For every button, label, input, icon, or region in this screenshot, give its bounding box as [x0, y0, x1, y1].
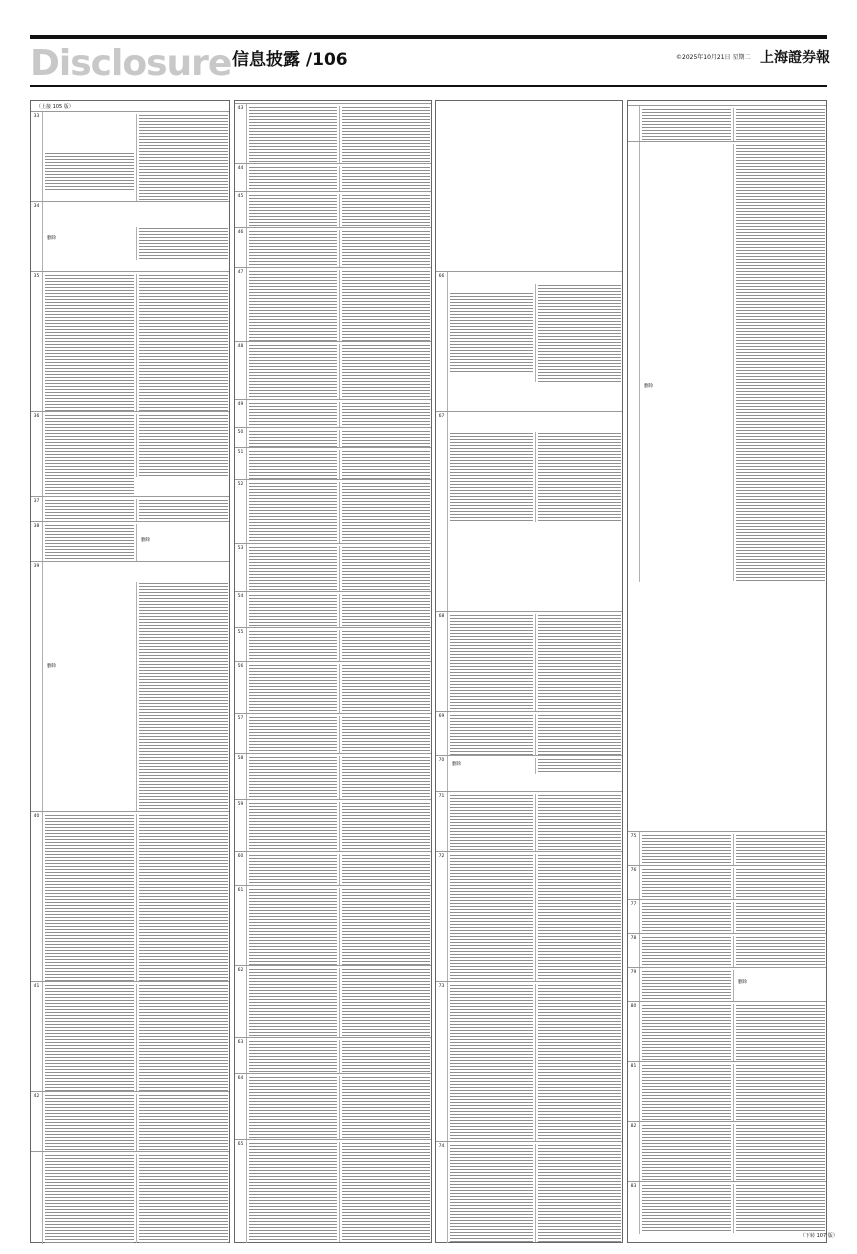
table-row [31, 811, 229, 982]
original-text [43, 984, 136, 1091]
row-number: 43 [235, 104, 247, 164]
original-text [43, 499, 136, 521]
row-number: 41 [31, 982, 43, 1092]
revised-text [535, 984, 622, 1141]
row-number: 61 [235, 886, 247, 966]
article-panel-1 [30, 100, 230, 1243]
original-text [43, 524, 136, 561]
original-text [247, 802, 339, 851]
table-row [235, 103, 431, 164]
revised-text [136, 582, 229, 811]
table-row [628, 1061, 826, 1122]
revised-text [136, 984, 229, 1091]
original-text [640, 144, 733, 581]
revised-text [339, 402, 431, 427]
deleted-label: 删除 [47, 664, 56, 669]
table-row [31, 271, 229, 412]
revised-text [733, 868, 826, 899]
deleted-label: 删除 [141, 538, 150, 543]
row-number [628, 142, 640, 582]
row-number: 35 [31, 272, 43, 412]
continued-on-label: （下转 107 版） [800, 1233, 838, 1239]
row-number: 51 [235, 448, 247, 480]
table-row [235, 885, 431, 966]
row-number: 76 [628, 866, 640, 900]
revised-text [339, 166, 431, 191]
row-number: 70 [436, 756, 448, 792]
table-row [628, 1181, 826, 1234]
revised-text [136, 227, 229, 260]
revised-text [136, 1154, 229, 1243]
table-row [235, 1139, 431, 1243]
deleted-label: 删除 [644, 384, 653, 389]
original-text [640, 1064, 733, 1121]
revised-text [339, 802, 431, 851]
original-text [247, 716, 339, 753]
revised-text [136, 499, 229, 521]
table-row [235, 341, 431, 400]
original-text [247, 630, 339, 661]
original-text [448, 1144, 535, 1242]
table-row [235, 591, 431, 628]
brand-wordmark: Disclosure [30, 43, 232, 84]
table-row [436, 711, 622, 756]
row-number: 72 [436, 852, 448, 982]
original-text [448, 758, 535, 791]
table-row [31, 411, 229, 497]
revised-text [535, 794, 622, 851]
original-text [640, 108, 733, 141]
revised-text [733, 1004, 826, 1061]
table-row [628, 141, 826, 582]
revised-text [535, 714, 622, 755]
original-text [640, 868, 733, 899]
row-number [31, 1152, 43, 1244]
deleted-label: 删除 [452, 762, 461, 767]
table-row [31, 981, 229, 1092]
revised-text [535, 1144, 622, 1242]
row-number: 38 [31, 522, 43, 562]
row-number: 74 [436, 1142, 448, 1243]
revised-text [339, 546, 431, 591]
row-number: 34 [31, 202, 43, 272]
header-underline [30, 85, 827, 87]
table-row [628, 865, 826, 900]
original-text [43, 814, 136, 981]
revised-text [339, 968, 431, 1037]
top-rule [30, 35, 827, 39]
revised-text [136, 524, 229, 561]
original-text [247, 888, 339, 965]
original-text [247, 482, 339, 543]
original-text [247, 450, 339, 479]
row-number: 60 [235, 852, 247, 886]
original-text [448, 854, 535, 981]
row-number: 56 [235, 662, 247, 714]
table-row [235, 427, 431, 448]
row-number: 83 [628, 1182, 640, 1234]
original-text [247, 1040, 339, 1073]
table-row [31, 201, 229, 272]
revised-text [535, 432, 622, 522]
table-row [235, 399, 431, 428]
table-row [628, 831, 826, 866]
original-text [448, 794, 535, 851]
original-text [640, 936, 733, 967]
revised-text [339, 270, 431, 341]
table-row [235, 627, 431, 662]
revised-text [136, 114, 229, 201]
revised-text [339, 630, 431, 661]
revised-text [339, 430, 431, 447]
deleted-label: 删除 [738, 980, 747, 985]
revised-text [733, 1184, 826, 1233]
revised-text [339, 716, 431, 753]
table-row [31, 111, 229, 202]
table-row [235, 191, 431, 228]
row-number: 65 [235, 1140, 247, 1243]
dateline: ©2025年10月21日 星期二 [676, 54, 751, 61]
row-number: 42 [31, 1092, 43, 1152]
row-number: 52 [235, 480, 247, 544]
row-number: 53 [235, 544, 247, 592]
original-text [448, 984, 535, 1141]
revised-text [535, 758, 622, 774]
original-text [247, 756, 339, 799]
table-row [31, 496, 229, 522]
revised-text [339, 756, 431, 799]
row-number: 79 [628, 968, 640, 1002]
table-row [235, 661, 431, 714]
original-text [247, 344, 339, 399]
row-number: 64 [235, 1074, 247, 1140]
table-row [628, 105, 826, 142]
revised-text [339, 450, 431, 479]
row-number: 80 [628, 1002, 640, 1062]
table-row [235, 267, 431, 342]
revised-text [339, 854, 431, 885]
row-number: 33 [31, 112, 43, 202]
table-row [235, 447, 431, 480]
deleted-label: 删除 [47, 236, 56, 241]
revised-text [136, 814, 229, 981]
original-text [640, 902, 733, 933]
original-text [247, 106, 339, 163]
original-text [448, 714, 535, 755]
original-text [43, 414, 136, 496]
revised-text [339, 1142, 431, 1242]
original-text [247, 854, 339, 885]
table-row [436, 791, 622, 852]
table-row [235, 163, 431, 192]
revised-text [733, 936, 826, 967]
revised-text [339, 664, 431, 713]
row-number: 50 [235, 428, 247, 448]
table-row [235, 851, 431, 886]
row-number: 57 [235, 714, 247, 754]
original-text [640, 970, 733, 1001]
table-row [31, 1151, 229, 1244]
original-text [448, 614, 535, 711]
row-number: 63 [235, 1038, 247, 1074]
revised-text [339, 1040, 431, 1073]
table-row [31, 521, 229, 562]
table-row [436, 271, 622, 412]
original-text [247, 166, 339, 191]
original-text [247, 402, 339, 427]
revised-text [136, 274, 229, 411]
row-number: 58 [235, 754, 247, 800]
original-text [247, 194, 339, 227]
table-row [436, 851, 622, 982]
row-number: 46 [235, 228, 247, 268]
original-text [448, 292, 535, 372]
original-text [640, 1184, 733, 1233]
original-text [247, 230, 339, 267]
table-row [628, 967, 826, 1002]
original-text [247, 1076, 339, 1139]
original-text [43, 564, 136, 811]
row-number: 67 [436, 412, 448, 612]
original-text [43, 1154, 136, 1243]
table-row [235, 753, 431, 800]
revised-text [733, 1124, 826, 1181]
original-text [247, 430, 339, 447]
table-row [436, 411, 622, 612]
revised-text [339, 482, 431, 543]
revised-text [339, 344, 431, 399]
original-text [43, 152, 136, 192]
table-row [628, 1001, 826, 1062]
row-number: 36 [31, 412, 43, 497]
table-row [628, 933, 826, 968]
row-number: 82 [628, 1122, 640, 1182]
row-number: 55 [235, 628, 247, 662]
row-number: 49 [235, 400, 247, 428]
original-text [448, 432, 535, 522]
section-title: 信息披露 /106 [232, 50, 348, 70]
row-number: 81 [628, 1062, 640, 1122]
row-number: 59 [235, 800, 247, 852]
revised-text [733, 834, 826, 865]
revised-text [535, 284, 622, 382]
row-number: 47 [235, 268, 247, 342]
row-number: 75 [628, 832, 640, 866]
table-row [436, 755, 622, 792]
row-number: 40 [31, 812, 43, 982]
row-number: 62 [235, 966, 247, 1038]
original-text [43, 204, 136, 271]
revised-text [339, 194, 431, 227]
revised-text [339, 106, 431, 163]
table-row [235, 227, 431, 268]
original-text [247, 270, 339, 341]
row-number: 39 [31, 562, 43, 812]
row-number: 37 [31, 497, 43, 522]
original-text [247, 968, 339, 1037]
revised-text [733, 902, 826, 933]
revised-text [733, 1064, 826, 1121]
revised-text [339, 888, 431, 965]
article-panel-2 [234, 100, 432, 1243]
original-text [640, 834, 733, 865]
table-row [436, 611, 622, 712]
original-text [640, 1124, 733, 1181]
row-number: 69 [436, 712, 448, 756]
row-number: 73 [436, 982, 448, 1142]
row-number: 68 [436, 612, 448, 712]
original-text [640, 1004, 733, 1061]
row-number: 66 [436, 272, 448, 412]
row-number: 78 [628, 934, 640, 968]
table-row [31, 1091, 229, 1152]
table-row [235, 965, 431, 1038]
original-text [247, 664, 339, 713]
revised-text [733, 108, 826, 141]
article-panel-4 [627, 100, 827, 1243]
revised-text [535, 614, 622, 711]
row-number [628, 106, 640, 142]
newspaper-masthead: 上海證券報 [760, 50, 830, 66]
continued-from-label: （上接 105 版） [36, 104, 74, 110]
table-row [436, 1141, 622, 1243]
table-row [235, 543, 431, 592]
article-panel-3 [435, 100, 623, 1243]
revised-text [339, 230, 431, 267]
revised-text [535, 854, 622, 981]
original-text [43, 1094, 136, 1151]
table-row [235, 1073, 431, 1140]
revised-text [136, 414, 229, 477]
table-row [628, 1121, 826, 1182]
revised-text [339, 594, 431, 627]
row-number: 77 [628, 900, 640, 934]
revised-text [733, 144, 826, 581]
revised-text [136, 1094, 229, 1151]
table-row [235, 713, 431, 754]
original-text [247, 1142, 339, 1242]
revised-text [733, 970, 826, 1001]
revised-text [339, 1076, 431, 1139]
table-row [235, 1037, 431, 1074]
row-number: 71 [436, 792, 448, 852]
row-number: 48 [235, 342, 247, 400]
table-row [436, 981, 622, 1142]
row-number: 44 [235, 164, 247, 192]
table-row [235, 799, 431, 852]
table-row [628, 899, 826, 934]
table-row [235, 479, 431, 544]
original-text [43, 274, 136, 411]
row-number: 54 [235, 592, 247, 628]
table-row [31, 561, 229, 812]
original-text [247, 546, 339, 591]
original-text [247, 594, 339, 627]
row-number: 45 [235, 192, 247, 228]
